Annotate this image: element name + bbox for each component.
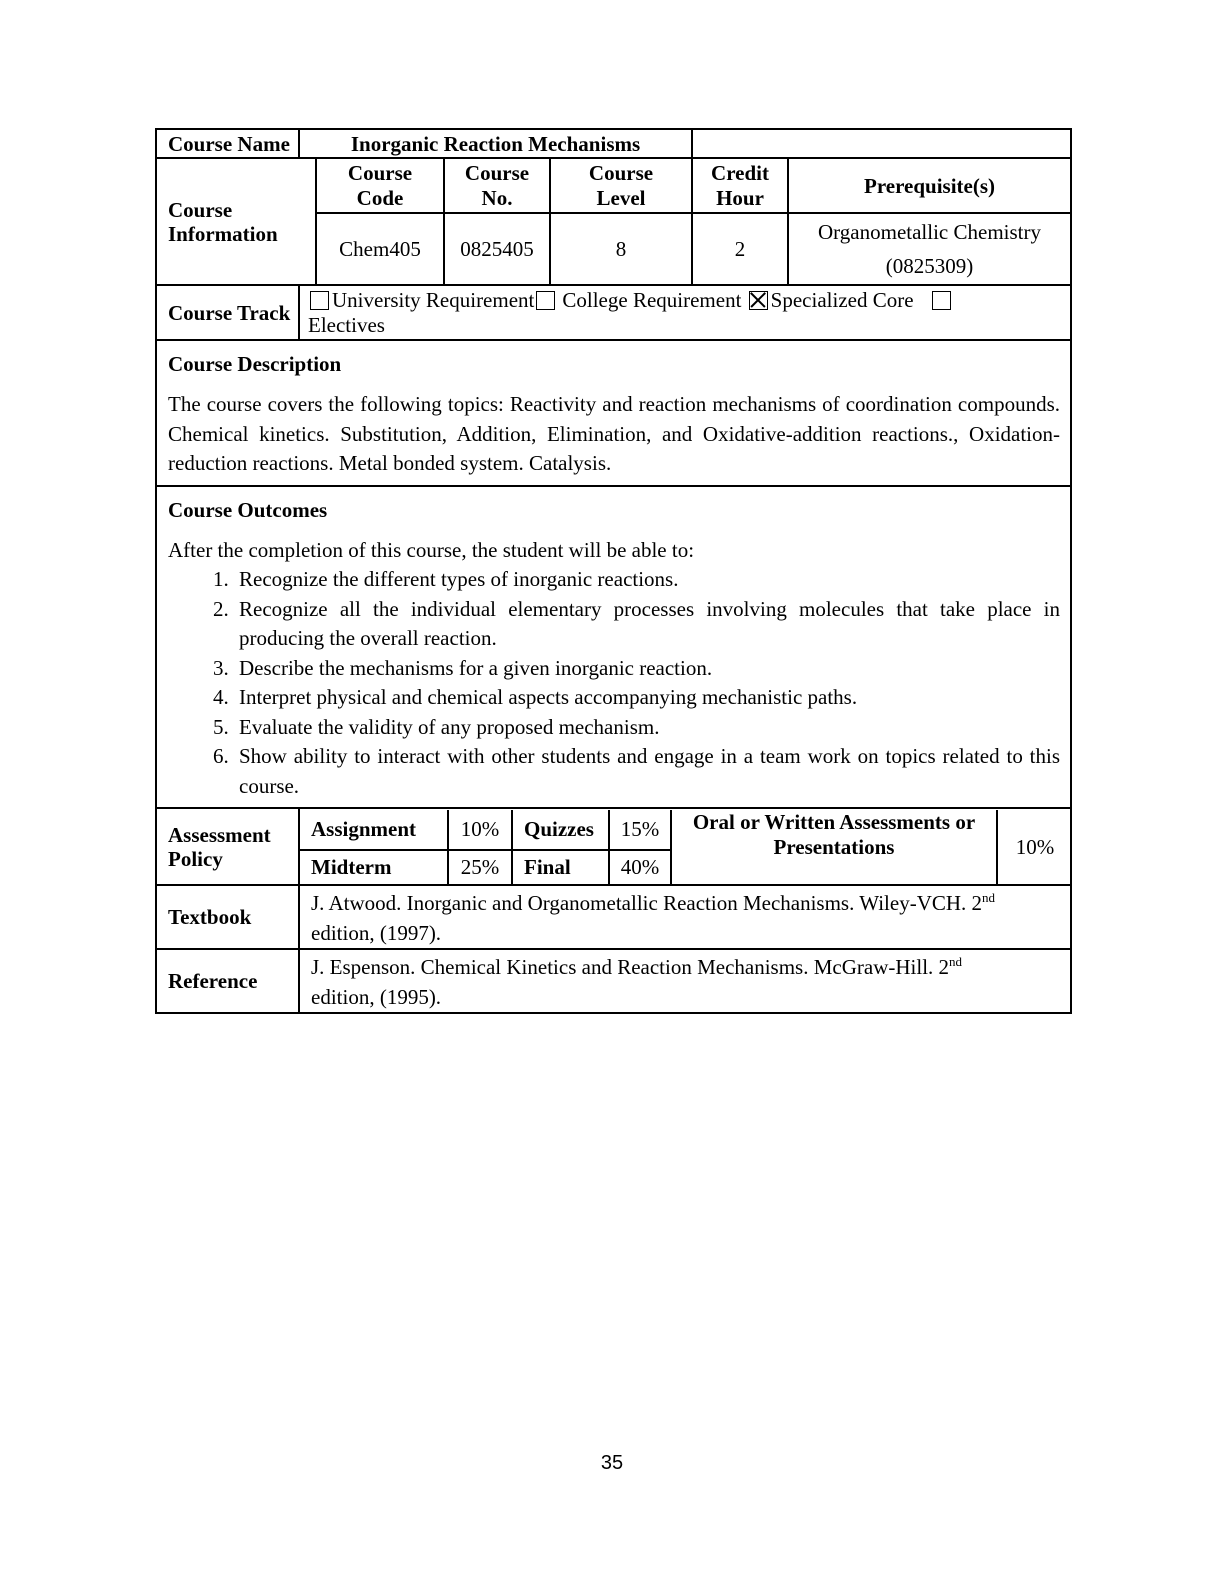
prerequisites-header: Prerequisite(s) bbox=[788, 158, 1071, 213]
textbook-label: Textbook bbox=[156, 885, 299, 949]
assignment-label: Assignment bbox=[300, 810, 448, 850]
credit-hour-header bbox=[692, 158, 788, 213]
assessment-policy-label-line1: Assessment bbox=[168, 822, 271, 847]
course-description-text: The course covers the following topics: Reactivity and reaction mechanisms of coordination compounds. Chemical kinetics. Substitution, Addition, Elimination, and Oxidative-addition reactions., Oxidation-reduction reactions. Metal bonded system. Catalysis. bbox=[168, 392, 1061, 475]
specialized-core-checkbox[interactable] bbox=[749, 291, 768, 310]
quizzes-value: 15% bbox=[609, 810, 671, 850]
textbook-edition: edition, (1997). bbox=[311, 921, 442, 945]
assessment-policy-grid bbox=[299, 808, 1071, 885]
credit-hour-header-line1: Credit bbox=[711, 160, 769, 185]
course-code-header-line2: Code bbox=[356, 185, 404, 210]
course-information-label-line1: Course bbox=[168, 197, 233, 222]
course-level-header-line2: Level bbox=[596, 185, 646, 210]
course-level-value: 8 bbox=[550, 213, 692, 285]
reference-value bbox=[299, 949, 1071, 1013]
outcome-item: 3. Describe the mechanisms for a given inorganic reaction. bbox=[234, 654, 1060, 684]
course-name-label: Course Name bbox=[156, 129, 299, 158]
course-name-value: Inorganic Reaction Mechanisms bbox=[299, 129, 692, 158]
textbook-value bbox=[299, 885, 1071, 949]
course-track-label: Course Track bbox=[156, 285, 299, 340]
reference-text: J. Espenson. Chemical Kinetics and Reaction Mechanisms. McGraw-Hill. 2 bbox=[311, 955, 950, 979]
course-no-header-line1: Course bbox=[464, 160, 530, 185]
final-value: 40% bbox=[609, 850, 671, 884]
assessment-policy-label bbox=[156, 808, 299, 885]
page-number: 35 bbox=[600, 1452, 624, 1474]
course-code-value: Chem405 bbox=[316, 213, 444, 285]
course-no-header-line2: No. bbox=[481, 185, 513, 210]
assessment-policy-label-line2: Policy bbox=[168, 846, 223, 871]
prerequisites-value-line1: Organometallic Chemistry bbox=[818, 220, 1041, 244]
course-no-value: 0825405 bbox=[444, 213, 550, 285]
course-outcomes-section bbox=[156, 486, 1071, 809]
quizzes-label: Quizzes bbox=[512, 810, 609, 850]
oral-written-label-line2: Presentations bbox=[773, 834, 895, 859]
outcome-item: 6. Show ability to interact with other students and engage in a team work on topics related to this course. bbox=[234, 742, 1060, 801]
course-description-section bbox=[156, 340, 1071, 486]
course-level-header-line1: Course bbox=[588, 160, 654, 185]
textbook-text: J. Atwood. Inorganic and Organometallic Reaction Mechanisms. Wiley-VCH. 2 bbox=[311, 891, 983, 915]
university-requirement-checkbox[interactable] bbox=[310, 291, 329, 310]
course-spec-table bbox=[155, 128, 1072, 1014]
outcome-item: 1. Recognize the different types of inorganic reactions. bbox=[234, 565, 1060, 595]
reference-label: Reference bbox=[156, 949, 299, 1013]
oral-written-label bbox=[671, 810, 997, 884]
course-information-label-line2: Information bbox=[168, 221, 278, 246]
outcome-item: 4. Interpret physical and chemical aspects accompanying mechanistic paths. bbox=[234, 683, 1060, 713]
university-requirement-label: University Requirement bbox=[332, 287, 535, 312]
course-outcomes-title: Course Outcomes bbox=[168, 497, 328, 522]
credit-hour-value: 2 bbox=[692, 213, 788, 285]
outcome-item: 2. Recognize all the individual elementary processes involving molecules that take place in producing the overall reaction. bbox=[234, 595, 1060, 654]
midterm-value: 25% bbox=[448, 850, 512, 884]
oral-written-label-line1: Oral or Written Assessments or bbox=[692, 809, 976, 834]
course-outcomes-list bbox=[168, 565, 1060, 801]
course-track-options bbox=[299, 285, 1071, 340]
college-requirement-checkbox[interactable] bbox=[536, 291, 555, 310]
prerequisites-value bbox=[788, 213, 1071, 285]
electives-label: Electives bbox=[308, 312, 385, 337]
final-label: Final bbox=[512, 850, 609, 884]
course-description-title: Course Description bbox=[168, 352, 342, 376]
assignment-value: 10% bbox=[448, 810, 512, 850]
college-requirement-label: College Requirement bbox=[562, 287, 742, 312]
prerequisites-value-line2: (0825309) bbox=[885, 254, 974, 278]
course-no-header bbox=[444, 158, 550, 213]
midterm-label: Midterm bbox=[300, 850, 448, 884]
outcome-item: 5. Evaluate the validity of any proposed mechanism. bbox=[234, 713, 1060, 743]
textbook-sup: nd bbox=[982, 890, 996, 905]
course-outcomes-intro: After the completion of this course, the student will be able to: bbox=[168, 537, 695, 562]
course-information-label bbox=[156, 158, 316, 285]
course-level-header bbox=[550, 158, 692, 213]
credit-hour-header-line2: Hour bbox=[716, 185, 764, 210]
course-name-empty-cell bbox=[692, 129, 1071, 158]
course-code-header bbox=[316, 158, 444, 213]
reference-sup: nd bbox=[949, 954, 963, 969]
reference-edition: edition, (1995). bbox=[311, 985, 442, 1009]
specialized-core-label: Specialized Core bbox=[770, 287, 914, 312]
course-code-header-line1: Course bbox=[347, 160, 413, 185]
electives-checkbox[interactable] bbox=[932, 291, 951, 310]
oral-written-value: 10% bbox=[997, 810, 1072, 884]
